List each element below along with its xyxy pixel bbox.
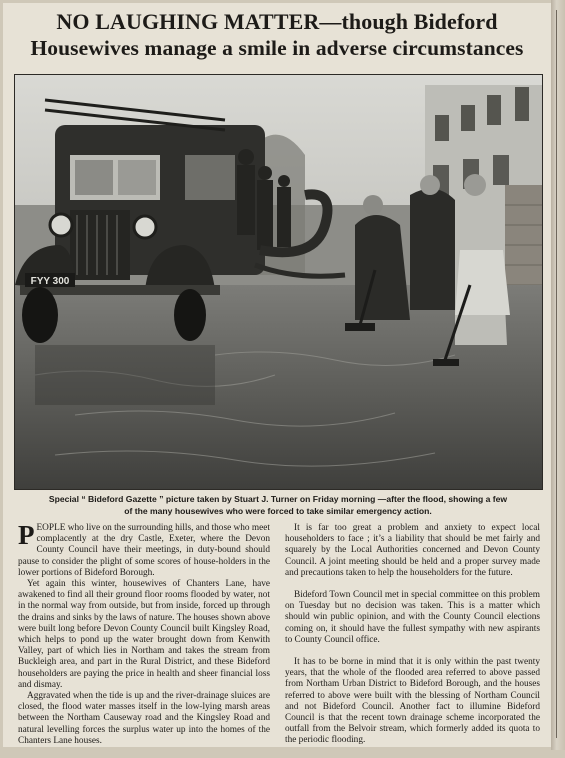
headline [3, 9, 551, 61]
adjacent-page-edge [551, 0, 565, 750]
paragraph-6: It has to be borne in mind that it is only within the past twenty years, that the whole of the flooded area referred to above passed from Northam Urban District to Bideford Borough, and the houses referred to above were built with the blessing of Northam Council and not Bideford Council. Another fact to illumine Bideford Council is that the recent town drainage scheme incorporated the outfall from the Belvoir stream, which formerly added its quota to the periodic flooding. [285, 657, 540, 746]
paragraph-4: It is far too great a problem and anxiety to expect local householders to face ; it’s a liability that should be met fairly and squarely by the Local Authorities concerned and Devon County Council. A joint meeting should be held and a proper survey made and precautions taken to help the householders for the future. [285, 523, 540, 578]
number-plate: FYY 300 [30, 276, 70, 287]
photo-caption [13, 493, 543, 517]
article-column-2 [285, 523, 540, 758]
flood-scene-illustration [15, 75, 542, 489]
flood-photo [14, 74, 543, 490]
drop-cap: P [18, 520, 35, 550]
headline-line-2: Housewives manage a smile in adverse circumstances [30, 36, 524, 60]
newspaper-clipping [3, 3, 552, 747]
paragraph-2: Yet again this winter, housewives of Chanters Lane, have awakened to find all their ground floor rooms flooded by water, not in the normal way from outside, but from inside, forced up through the drains and sinks by the laws of nature. The houses shown above were built long before Devon County Council built Kingsley Road, which helps to pond up the water brought down from Kenwith Valley, part of which lies in Northam and takes the stream from Buckleigh area, and part in the Rural District, and these Bideford householders are paying the price in health and sheer financial loss and dismay. [18, 579, 270, 690]
paragraph-1-text: EOPLE who live on the surrounding hills, and those who meet complacently at the dry Castle, Exeter, where the Devon County Council have their meetings, in duty-bound should pause to consider the plight of some scores of house-holders in the lower portions of Bideford Borough. [18, 523, 270, 578]
paragraph-5: Bideford Town Council met in special committee on this problem on Tuesday but no decision was taken. This is a matter which should win public opinion, and with the County Council elections coming on, it should have the fullest sympathy with new aspirants to County Council office. [285, 590, 540, 645]
paragraph-3: Aggravated when the tide is up and the river-drainage sluices are closed, the flood water masses itself in the low-lying marsh areas between the Northam Causeway road and the Kingsley Road and natural levelling forces the surplus water up into the homes of the Chanters Lane houses. [18, 691, 270, 746]
article-column-1 [18, 520, 270, 747]
caption-line-2: of the many housewives who were forced to take similar emergency action. [124, 506, 432, 516]
paragraph-1 [18, 520, 270, 579]
headline-line-1: NO LAUGHING MATTER—though Bideford [56, 9, 498, 34]
caption-line-1: Special “ Bideford Gazette ” picture taken by Stuart J. Turner on Friday morning —after the flood, showing a few [48, 494, 508, 504]
